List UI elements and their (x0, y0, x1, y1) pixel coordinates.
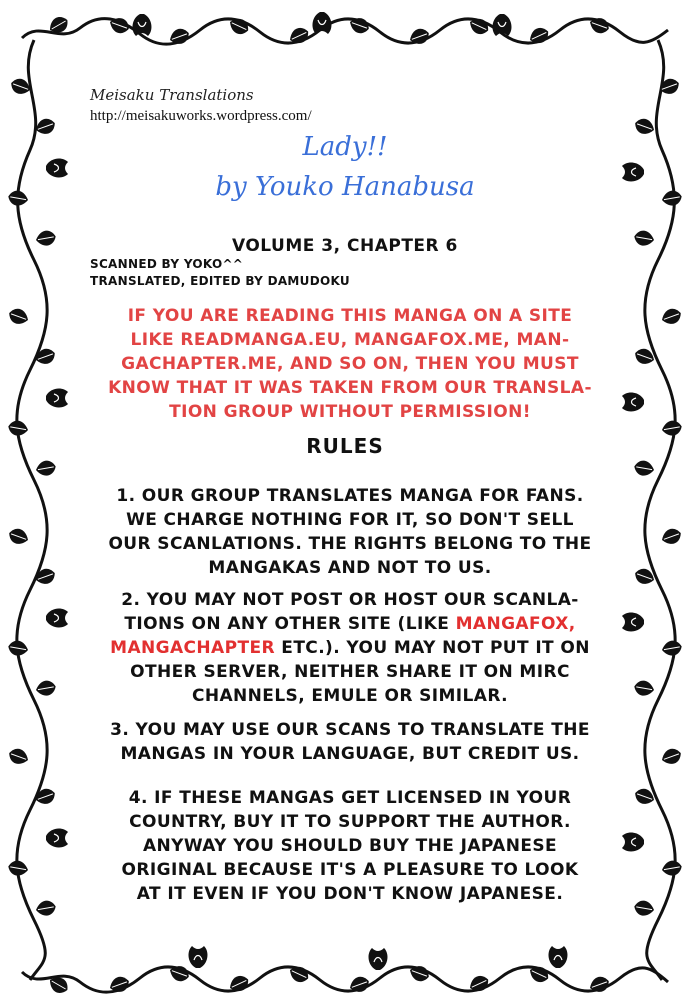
rule-3 (90, 718, 610, 766)
group-url: http://meisakuworks.wordpress.com/ (90, 108, 312, 124)
rule-text: ETC.). YOU MAY NOT PUT IT ON (274, 638, 590, 658)
manga-title: Lady!! (302, 132, 388, 162)
warning-line: KNOW THAT IT WAS TAKEN FROM OUR TRANSLA- (108, 378, 592, 398)
rule-line: COUNTRY, BUY IT TO SUPPORT THE AUTHOR. (129, 812, 571, 832)
rule-line: 2. YOU MAY NOT POST OR HOST OUR SCANLA- (121, 590, 579, 610)
rule-line: ANYWAY YOU SHOULD BUY THE JAPANESE (142, 836, 558, 856)
rules-heading: RULES (306, 434, 384, 458)
rule-line: 4. IF THESE MANGAS GET LICENSED IN YOUR (128, 788, 572, 808)
group-name: Meisaku Translations (90, 86, 254, 104)
rule-line: ORIGINAL BECAUSE IT'S A PLEASURE TO LOOK (121, 860, 579, 880)
rule-line: WE CHARGE NOTHING FOR IT, SO DON'T SELL (126, 510, 574, 530)
rule-line: 1. OUR GROUP TRANSLATES MANGA FOR FANS. (116, 486, 584, 506)
rule-line: CHANNELS, EMULE OR SIMILAR. (191, 686, 508, 706)
rule-line: 3. YOU MAY USE OUR SCANS TO TRANSLATE THE (110, 720, 590, 740)
volume-chapter: VOLUME 3, CHAPTER 6 (232, 236, 458, 256)
warning-line: TION GROUP WITHOUT PERMISSION! (169, 402, 531, 422)
rule-line (90, 612, 610, 636)
rule-line: MANGAKAS AND NOT TO US. (208, 558, 492, 578)
rule-line: AT IT EVEN IF YOU DON'T KNOW JAPANESE. (136, 884, 564, 904)
translator-credit: TRANSLATED, EDITED BY DAMUDOKU (90, 274, 350, 288)
warning-line: IF YOU ARE READING THIS MANGA ON A SITE (127, 306, 573, 326)
highlighted-site-name: MANGAFOX, (455, 614, 576, 634)
rule-line: OUR SCANLATIONS. THE RIGHTS BELONG TO THE (108, 534, 592, 554)
rule-text: TIONS ON ANY OTHER SITE (LIKE (124, 614, 456, 634)
rule-line (90, 636, 610, 660)
rule-2 (90, 588, 610, 708)
warning-line: GACHAPTER.ME, AND SO ON, THEN YOU MUST (121, 354, 579, 374)
manga-author: by Youko Hanabusa (215, 172, 475, 202)
scanner-credit: SCANNED BY YOKO^^ (90, 257, 244, 271)
rule-line: MANGAS IN YOUR LANGUAGE, BUT CREDIT US. (120, 744, 580, 764)
rule-line: OTHER SERVER, NEITHER SHARE IT ON MIRC (130, 662, 570, 682)
rule-1 (90, 484, 610, 580)
rule-4 (90, 786, 610, 906)
piracy-warning (90, 304, 610, 424)
highlighted-site-name: MANGACHAPTER (110, 638, 275, 658)
warning-line: LIKE READMANGA.EU, MANGAFOX.ME, MAN- (130, 330, 570, 350)
